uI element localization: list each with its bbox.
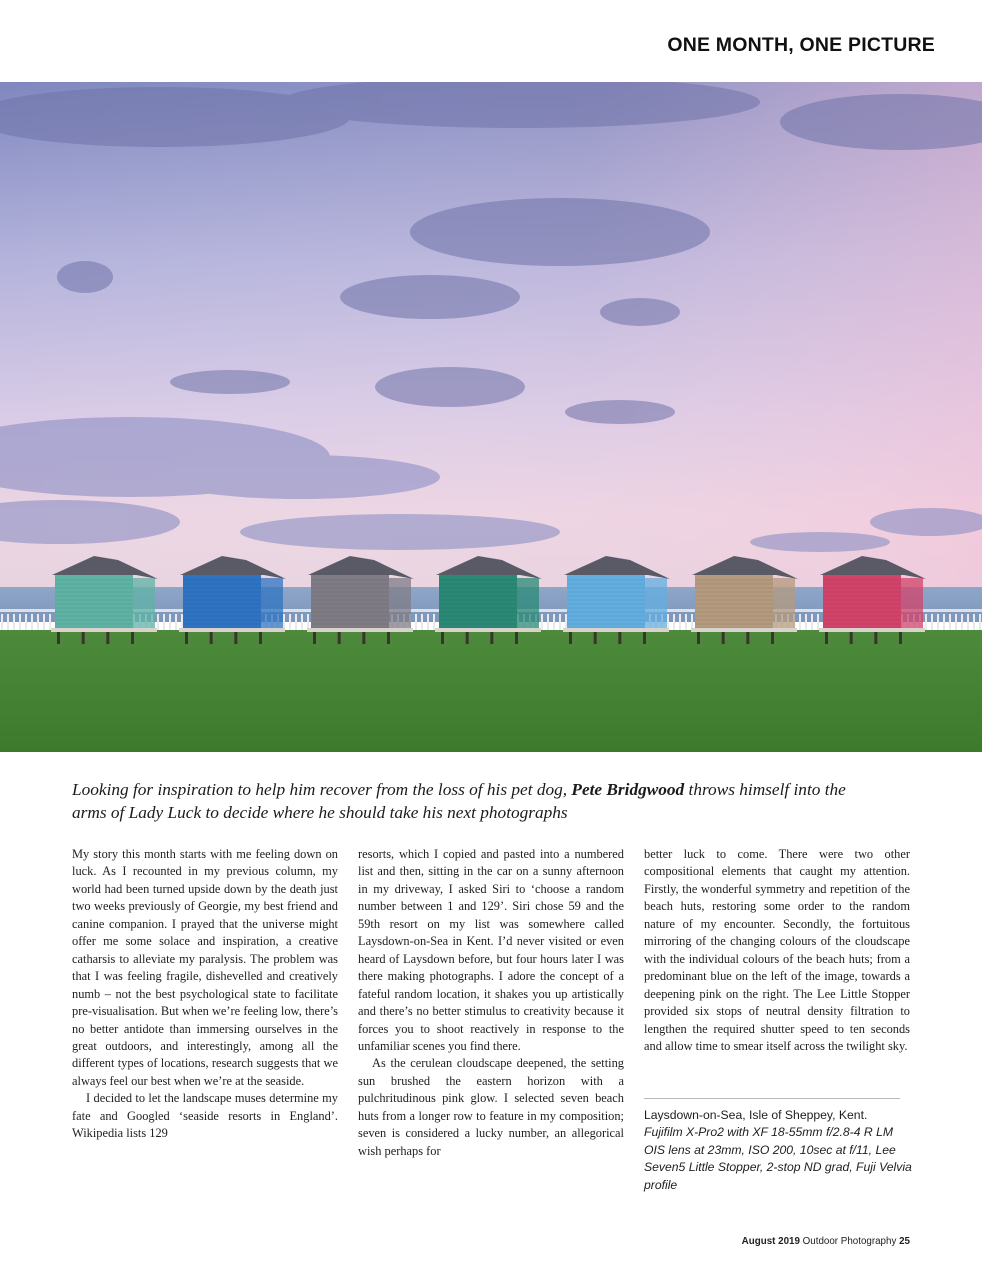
body-column-1 bbox=[72, 846, 338, 1143]
standfirst-text: Looking for inspiration to help him recover from the loss of his pet dog, bbox=[72, 780, 572, 799]
paragraph: My story this month starts with me feeling down on luck. As I recounted in my previous column, my world had been turned upside down by the death just two weeks previously of Georgie, my best friend and canine companion. I prayed that the universe might offer me some solace and inspiration, a creative catharsis to alleviate my paralysis. The problem was that I was feeling fragile, dishevelled and creatively numb – not the best psychological state to facilitate pre-visualisation. But when we’re feeling low, there’s no better antidote than immersing ourselves in the great outdoors, and interestingly, among all the different types of locations, research suggests that we always feel our best when we’re at the seaside. bbox=[72, 847, 338, 1088]
paragraph: resorts, which I copied and pasted into a numbered list and then, sitting in the car on a sunny afternoon in my driveway, I asked Siri to ‘choose a random number between 1 and 129’. Siri chose 59 and the 59th resort on my list was somewhere called Laysdown-on-Sea in Kent. I’d never visited or even heard of Laysdown before, but four hours later I was there making photographs. I adore the concept of a fateful random location, it shakes you up artistically and there’s no better stimulus to creativity because it forces you to shoot reactively in response to the unfamiliar scenes you find there. bbox=[358, 847, 624, 1053]
caption-location: Laysdown-on-Sea, Isle of Sheppey, Kent. bbox=[644, 1108, 868, 1122]
standfirst-text-end: throws himself into the arms of Lady Luck to decide where he should take his next photographs bbox=[72, 780, 846, 822]
body-column-3 bbox=[644, 846, 910, 1055]
section-title: ONE MONTH, ONE PICTURE bbox=[667, 34, 935, 56]
issue-date: August 2019 bbox=[741, 1236, 800, 1247]
body-column-2 bbox=[358, 846, 624, 1160]
photo-caption bbox=[644, 1107, 914, 1194]
caption-gear: Fujifilm X-Pro2 with XF 18-55mm f/2.8-4 R LM OIS lens at 23mm, ISO 200, 10sec at f/11, Lee Seven5 Little Stopper, 2-stop ND grad, Fuji Velvia profile bbox=[644, 1125, 912, 1192]
author-name: Pete Bridgwood bbox=[571, 780, 685, 799]
page-number: 25 bbox=[899, 1236, 910, 1247]
page-footer bbox=[742, 1236, 910, 1247]
magazine-name: Outdoor Photography bbox=[802, 1236, 897, 1247]
paragraph: I decided to let the landscape muses determine my fate and Googled ‘seaside resorts in England’. Wikipedia lists 129 bbox=[72, 1091, 338, 1141]
paragraph: As the cerulean cloudscape deepened, the setting sun brushed the eastern horizon with a pulchritudinous pink glow. I selected seven beach huts from a longer row to feature in my composition; seven is considered a lucky number, an allegorical wish perhaps for bbox=[358, 1056, 624, 1158]
grass bbox=[0, 630, 982, 752]
beach-huts-photo bbox=[0, 82, 982, 752]
paragraph: better luck to come. There were two other compositional elements that caught my attention. Firstly, the wonderful symmetry and repetition of the beach huts, restoring some order to the random nature of my encounter. Secondly, the fortuitous mirroring of the changing colours of the cloudscape with the individual colours of the beach huts; from a predominant blue on the left of the image, towards a deepening pink on the right. The Lee Little Stopper provided six stops of neutral density filtration to lengthen the required shutter speed to ten seconds and allow time to smear itself across the twilight sky. bbox=[644, 847, 910, 1053]
standfirst bbox=[72, 778, 872, 824]
caption-divider bbox=[644, 1098, 900, 1099]
